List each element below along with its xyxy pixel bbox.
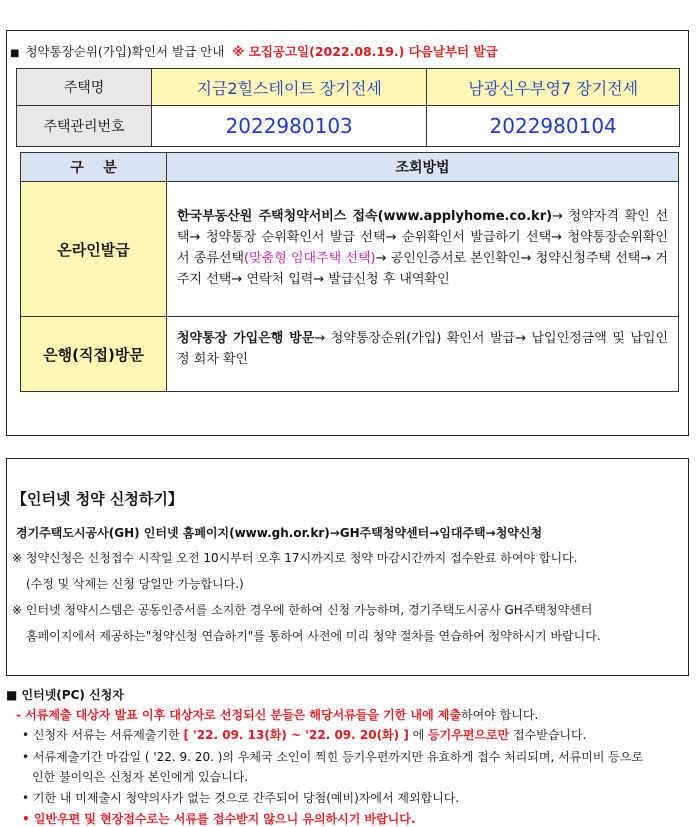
housing-table <box>16 68 680 147</box>
pc-line-1 <box>16 706 538 723</box>
notice-title: 청약통장순위(가입)확인서 발급 안내 <box>25 44 225 59</box>
internet-note-2b: 홈페이지에서 제공하는"청약신청 연습하기"를 통하여 사전에 미리 청약 절차를 연습하여 청약하시기 바랍니다. <box>26 629 601 643</box>
internet-note-1b: (수정 및 삭제는 신청 당일만 가능합니다.) <box>26 577 244 591</box>
online-steps-2: → 공인인증서로 본인확인→ 청약신청주택 선택→ 거주지 선택→ 연락처 입력→ 발급신청 후 내역확인 <box>177 251 668 287</box>
pc-line-2-b: 에 <box>408 728 429 742</box>
pc-registered-mail: 등기우편으로만 <box>428 728 510 742</box>
housing-name-label: 주택명 <box>17 69 152 106</box>
internet-note-1: ※ 청약신청은 신청접수 시작일 오전 10시부터 오후 17시까지로 청약 마감시간까지 접수완료 하여야 합니다. <box>12 551 578 565</box>
pc-title: ■ 인터넷(PC) 신청자 <box>6 688 124 702</box>
table-spacer <box>21 392 679 417</box>
housing-code-1: 2022980103 <box>152 106 427 147</box>
online-description <box>167 182 679 317</box>
pc-line-4: • 기한 내 미제출시 청약의사가 없는 것으로 간주되어 당첨(예비)자에서 제외합니다. <box>22 791 460 805</box>
pc-line-3b: 인한 불이익은 신청자 본인에게 있습니다. <box>32 770 249 784</box>
bank-description <box>167 317 679 392</box>
housing-name-1: 지금2힐스테이트 장기전세 <box>152 69 427 106</box>
bank-visit: 청약통장 가입은행 방문 <box>177 331 315 346</box>
internet-path: 경기주택도시공사(GH) 인터넷 홈페이지(www.gh.or.kr)→GH주택청약센터→임대주택→청약신청 <box>16 526 543 540</box>
online-type-note: (맞춤형 임대주택 선택) <box>244 251 376 266</box>
housing-name-2: 남광신우부영7 장기전세 <box>427 69 680 106</box>
pc-deadline: [ '22. 09. 13(화) ~ '22. 09. 20(화) ] <box>183 728 409 742</box>
pc-line-2-a: • 신청자 서류는 서류제출기한 <box>22 728 184 742</box>
pc-line-3: • 서류제출기간 마감일 ( '22. 9. 20. )의 우체국 소인이 찍힌 등기우편까지만 유효하게 접수 처리되며, 서류미비 등으로 <box>22 750 644 764</box>
bank-label: 은행(직접)방문 <box>21 317 167 392</box>
housing-code-label: 주택관리번호 <box>17 106 152 147</box>
notice-line <box>10 42 498 60</box>
notice-red-note: ※ 모집공고일(2022.08.19.) 다음날부터 발급 <box>232 44 498 59</box>
bank-steps: → 청약통장순위(가입) 확인서 발급→ 납입인정금액 및 납입인정 회차 확인 <box>177 331 668 367</box>
pc-line-1-red: - 서류제출 대상자 발표 이후 대상자로 선정되신 분들은 해당서류들을 기한 내에 제출 <box>16 708 462 722</box>
method-table <box>20 152 679 416</box>
housing-code-2: 2022980104 <box>427 106 680 147</box>
online-steps-1: → 청약자격 확인 선택→ 청약통장 순위확인서 발급 선택→ 순위확인서 발급하기 선택→ 청약통장순위확인서 종류선택 <box>177 209 668 266</box>
bullet-icon: ■ <box>10 48 20 59</box>
pc-line-1-end: 하여야 합니다. <box>461 708 539 722</box>
pc-line-2-c: 접수받습니다. <box>509 728 587 742</box>
online-site: 한국부동산원 주택청약서비스 접속(www.applyhome.co.kr) <box>177 209 553 225</box>
internet-note-2: ※ 인터넷 청약시스템은 공동인증서를 소지한 경우에 한하여 신청 가능하며, 경기주택도시공사 GH주택청약센터 <box>12 603 593 617</box>
method-header-category: 구 분 <box>21 153 167 182</box>
pc-line-5: • 일반우편 및 현장접수로는 서류를 접수받지 않으니 유의하시기 바랍니다. <box>22 812 416 826</box>
internet-title: 【인터넷 청약 신청하기】 <box>12 490 183 508</box>
pc-line-2 <box>22 726 586 743</box>
online-label: 온라인발급 <box>21 182 167 317</box>
method-header-method: 조회방법 <box>167 153 679 182</box>
